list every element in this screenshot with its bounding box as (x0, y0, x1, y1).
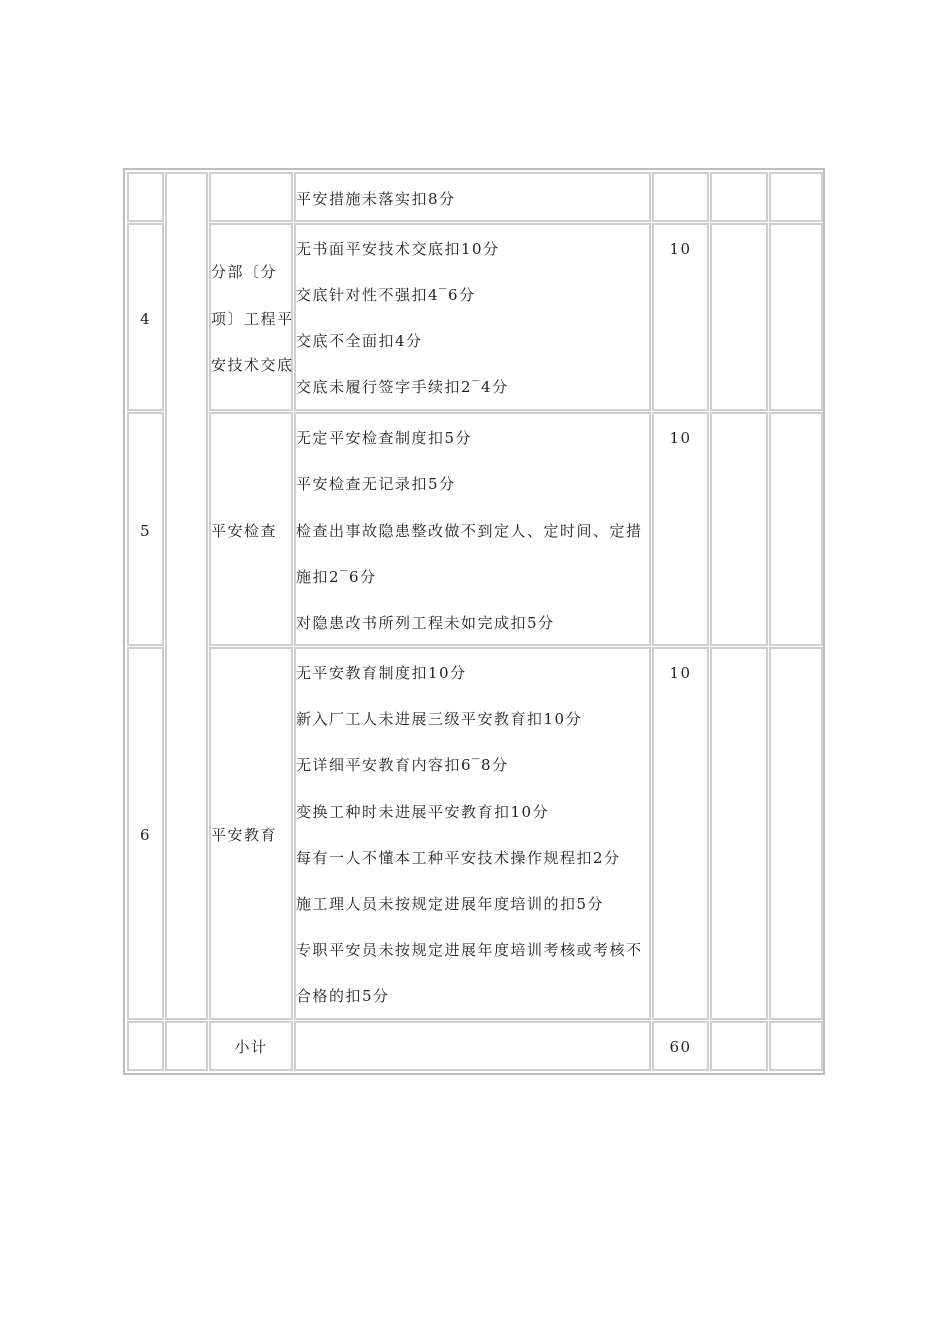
subtotal-deduction-cell (294, 1021, 651, 1071)
row-2-deduction-line-3: 检查出事故隐患整改做不到定人、定时间、定措 (296, 522, 643, 540)
row-2-score: 10 (669, 429, 692, 447)
row-3-score: 10 (669, 664, 692, 682)
row-2-deducted-cell (710, 412, 768, 646)
row-0-deduction-cell (294, 172, 651, 222)
row-2-item-cell (209, 412, 293, 646)
row-1-score: 10 (669, 240, 692, 258)
row-1-deducted-cell (710, 223, 768, 411)
subtotal-score-cell (652, 1021, 709, 1071)
row-1-score-cell (652, 223, 709, 411)
row-1-item-line-1: 分部〔分 (211, 263, 278, 281)
subtotal-deducted-cell (710, 1021, 768, 1071)
row-1-deduction-line-3: 交底不全面扣4分 (296, 332, 423, 350)
row-3-deduction-line-8: 合格的扣5分 (296, 987, 390, 1005)
row-3-actual-cell (769, 647, 823, 1020)
row-3-item-cell (209, 647, 293, 1020)
row-0-no-cell (127, 172, 164, 222)
row-3-deduction-line-7: 专职平安员未按规定进展年度培训考核或考核不 (296, 941, 643, 959)
score-table (123, 168, 825, 1075)
row-1-actual-cell (769, 223, 823, 411)
row-1-item-line-2: 项〕工程平 (211, 310, 294, 328)
subtotal-no-cell (127, 1021, 164, 1071)
row-2-deduction-cell (294, 412, 651, 646)
row-1-deduction-line-2: 交底针对性不强扣4‾6分 (296, 286, 476, 304)
row-2-deduction-line-1: 无定平安检查制度扣5分 (296, 429, 473, 447)
row-3-deduction-line-1: 无平安教育制度扣10分 (296, 664, 467, 682)
subtotal-category-cell (165, 1021, 208, 1071)
row-1-deduction-cell (294, 223, 651, 411)
row-3-deduction-line-3: 无详细平安教育内容扣6‾8分 (296, 756, 509, 774)
row-0-score-cell (652, 172, 709, 222)
row-0-deduction-line-1: 平安措施未落实扣8分 (296, 190, 456, 208)
subtotal-label-cell (209, 1021, 293, 1071)
subtotal-score: 60 (669, 1038, 692, 1056)
row-1-no-cell (127, 223, 164, 411)
row-2-score-cell (652, 412, 709, 646)
row-0-actual-cell (769, 172, 823, 222)
row-3-deducted-cell (710, 647, 768, 1020)
row-3-no-cell (127, 647, 164, 1020)
row-0-item-cell (209, 172, 293, 222)
row-3-deduction-line-4: 变换工种时未进展平安教育扣10分 (296, 803, 550, 821)
subtotal-label: 小计 (234, 1038, 268, 1056)
row-3-deduction-cell (294, 647, 651, 1020)
row-2-deduction-line-5: 对隐患改书所列工程未如完成扣5分 (296, 614, 555, 632)
row-2-no: 5 (139, 522, 152, 540)
row-2-no-cell (127, 412, 164, 646)
row-3-deduction-line-6: 施工理人员未按规定进展年度培训的扣5分 (296, 895, 605, 913)
row-3-item-line-1: 平安教育 (211, 826, 278, 844)
row-3-deduction-line-5: 每有一人不懂本工种平安技术操作规程扣2分 (296, 849, 621, 867)
row-2-deduction-line-4: 施扣2‾6分 (296, 568, 377, 586)
row-3-no: 6 (139, 826, 152, 844)
row-2-deduction-line-2: 平安检查无记录扣5分 (296, 475, 456, 493)
row-2-actual-cell (769, 412, 823, 646)
merged-category-cell (165, 172, 208, 1020)
row-2-item-line-1: 平安检查 (211, 522, 278, 540)
row-1-item-line-3: 安技术交底 (211, 356, 294, 374)
row-3-score-cell (652, 647, 709, 1020)
row-1-deduction-line-4: 交底未履行签字手续扣2‾4分 (296, 378, 509, 396)
subtotal-actual-cell (769, 1021, 823, 1071)
row-0-deducted-cell (710, 172, 768, 222)
row-1-deduction-line-1: 无书面平安技术交底扣10分 (296, 240, 500, 258)
row-1-no: 4 (139, 310, 152, 328)
row-3-deduction-line-2: 新入厂工人未进展三级平安教育扣10分 (296, 710, 583, 728)
row-1-item-cell (209, 223, 293, 411)
